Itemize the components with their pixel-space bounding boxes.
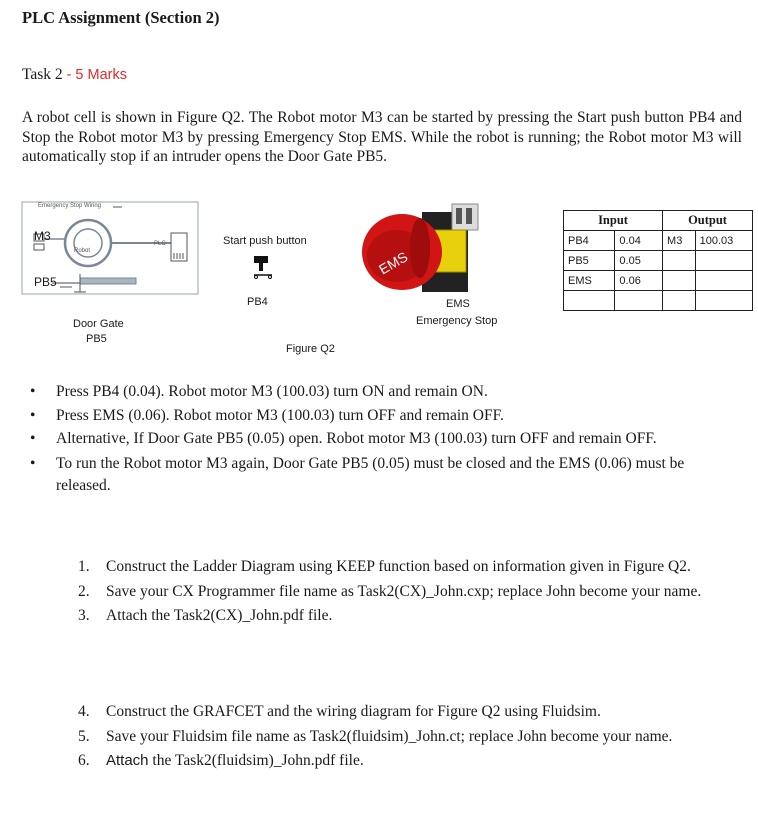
plc-label: PLC (154, 241, 166, 247)
table-cell (615, 291, 663, 311)
start-button-label: Start push button (223, 235, 307, 247)
step-text: Construct the Ladder Diagram using KEEP function based on information given in Figure Q2. (106, 558, 691, 575)
wiring-label: Emergency Stop Wiring (38, 203, 102, 209)
table-row (564, 231, 753, 251)
table-cell: M3 (663, 231, 696, 251)
ems-description: Emergency Stop (416, 315, 498, 327)
attach-word: Attach (106, 752, 149, 769)
table-cell (695, 251, 752, 271)
list-item: • Alternative, If Door Gate PB5 (0.05) open. Robot motor M3 (100.03) turn OFF and remain OFF. (30, 430, 657, 447)
pb4-label: PB4 (247, 296, 268, 308)
table-row (564, 251, 753, 271)
m3-label: M3 (34, 229, 51, 243)
table-cell: PB5 (564, 251, 615, 271)
table-cell: 0.05 (615, 251, 663, 271)
door-gate-code: PB5 (86, 333, 107, 345)
step-text: Save your Fluidsim file name as Task2(fluidsim)_John.ct; replace John become your name. (106, 727, 673, 745)
list-item: • Press PB4 (0.04). Robot motor M3 (100.03) turn ON and remain ON. (30, 383, 488, 400)
table-cell (663, 251, 696, 271)
task-label: Task 2 (22, 66, 63, 83)
list-item: 2. Save your CX Programmer file name as Task2(CX)_John.cxp; replace John become your name. (78, 582, 702, 600)
step-text: Save your CX Programmer file name as Task2(CX)_John.cxp; replace John become your name. (106, 582, 702, 600)
robot-label: Robot (74, 248, 91, 254)
pb5-label: PB5 (34, 275, 57, 289)
task-heading (22, 66, 127, 84)
table-cell: 0.06 (615, 271, 663, 291)
table-cell: EMS (564, 271, 615, 291)
step-text: Attach the Task2(CX)_John.pdf file. (106, 607, 333, 624)
list-item-text: Press EMS (0.06). Robot motor M3 (100.03) turn OFF and remain OFF. (56, 407, 504, 424)
table-cell: PB4 (564, 231, 615, 251)
requirements-list (22, 380, 734, 498)
door-gate-label: Door Gate (73, 318, 124, 330)
input-header: Input (564, 211, 663, 231)
table-row (564, 291, 753, 311)
ems-button-text: EMS (376, 248, 411, 278)
step-text: Construct the GRAFCET and the wiring diagram for Figure Q2 using Fluidsim. (106, 703, 601, 720)
table-cell (564, 291, 615, 311)
table-cell (695, 271, 752, 291)
table-cell (663, 291, 696, 311)
table-cell: 0.04 (615, 231, 663, 251)
list-item: • Press EMS (0.06). Robot motor M3 (100.03) turn OFF and remain OFF. (30, 407, 504, 424)
task-description: A robot cell is shown in Figure Q2. The Robot motor M3 can be started by pressing the Start push button PB4 and Stop the Robot motor M3 by pressing Emergency Stop EMS. While the robot is running; the Robot motor M3 will automatically stop if an intruder opens the Door Gate PB5. (22, 109, 742, 165)
figure-caption: Figure Q2 (286, 343, 335, 355)
pushbutton-symbol (248, 255, 278, 285)
io-table (563, 210, 753, 311)
figure-q2 (18, 198, 753, 368)
step-text: the Task2(fluidsim)_John.pdf file. (148, 752, 364, 769)
page-title: PLC Assignment (Section 2) (22, 8, 220, 27)
output-header: Output (663, 211, 753, 231)
list-item: 3. Attach the Task2(CX)_John.pdf file. (78, 607, 333, 624)
emergency-stop-icon (352, 198, 532, 300)
list-item: 5. Save your Fluidsim file name as Task2(fluidsim)_John.ct; replace John become your name. (78, 727, 673, 745)
list-item: • To run the Robot motor M3 again, Door Gate PB5 (0.05) must be closed and the EMS (0.06) must be released. (30, 454, 685, 494)
list-item: 1. Construct the Ladder Diagram using KEEP function based on information given in Figure Q2. (78, 558, 691, 575)
table-cell (695, 291, 752, 311)
table-cell (663, 271, 696, 291)
ems-label: EMS (446, 298, 470, 310)
table-row (564, 271, 753, 291)
list-item: 4. Construct the GRAFCET and the wiring diagram for Figure Q2 using Fluidsim. (78, 703, 601, 720)
list-item-text: Press PB4 (0.04). Robot motor M3 (100.03) turn ON and remain ON. (56, 383, 488, 400)
list-item-text: To run the Robot motor M3 again, Door Gate PB5 (0.05) must be closed and the EMS (0.06) must be released. (56, 454, 685, 494)
table-cell: 100.03 (695, 231, 752, 251)
table-header-row (564, 211, 753, 231)
list-item-text: Alternative, If Door Gate PB5 (0.05) open. Robot motor M3 (100.03) turn OFF and remain OFF. (56, 430, 657, 447)
task-steps-fluidsim (78, 700, 738, 774)
task-marks: - 5 Marks (66, 67, 127, 83)
task-steps-cx (78, 555, 738, 629)
list-item: 6. Attach the Task2(fluidsim)_John.pdf file. (78, 752, 364, 769)
